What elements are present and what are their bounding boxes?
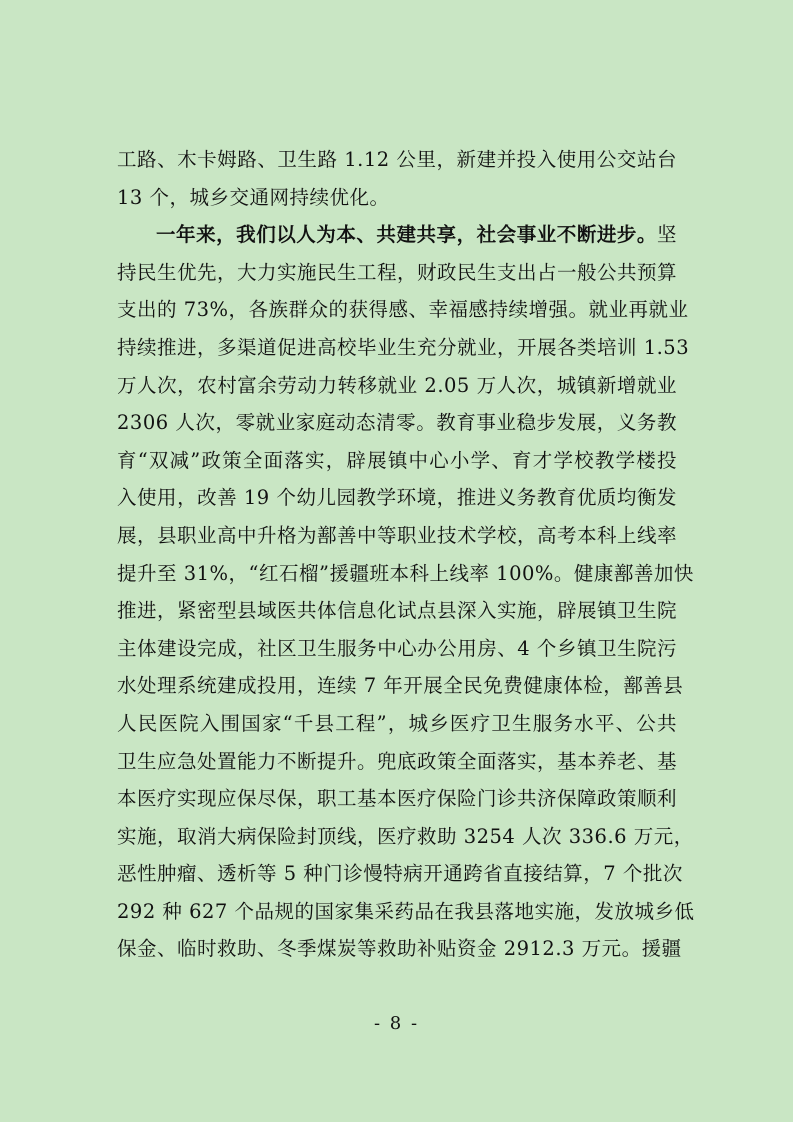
text-line: 入使用，改善 19 个幼儿园教学环境，推进义务教育优质均衡发	[117, 486, 677, 510]
text-line: 2306 人次，零就业家庭动态清零。教育事业稳步发展，义务教	[117, 411, 677, 435]
text-line: 实施，取消大病保险封顶线，医疗救助 3254 人次 336.6 万元，	[117, 824, 694, 848]
page-number: - 8 -	[373, 1013, 420, 1034]
paragraph-lead-line	[117, 216, 677, 254]
text-line: 水处理系统建成投用，连续 7 年开展全民免费健康体检，鄯善县	[117, 674, 684, 698]
text-line: 292 种 627 个品规的国家集采药品在我县落地实施，发放城乡低	[117, 899, 695, 923]
document-body	[117, 141, 695, 968]
text-line: 工路、木卡姆路、卫生路 1.12 公里，新建并投入使用公交站台	[117, 148, 677, 171]
text-line: 人民医院入围国家“千县工程”，城乡医疗卫生服务水平、公共	[117, 711, 677, 735]
text-span: 坚	[656, 223, 677, 247]
text-line: 卫生应急处置能力不断提升。兜底政策全面落实，基本养老、基	[117, 749, 678, 773]
text-line: 持续推进，多渠道促进高校毕业生充分就业，开展各类培训 1.53	[117, 335, 690, 359]
text-line: 支出的 73%，各族群众的获得感、幸福感持续增强。就业再就业	[117, 298, 689, 322]
text-line: 13 个，城乡交通网持续优化。	[117, 185, 390, 209]
text-line: 展，县职业高中升格为鄯善中等职业技术学校，高考本科上线率	[117, 523, 678, 547]
text-line: 提升至 31%，“红石榴”援疆班本科上线率 100%。健康鄯善加快	[117, 561, 694, 585]
text-line: 恶性肿瘤、透析等 5 种门诊慢特病开通跨省直接结算，7 个批次	[117, 862, 683, 886]
text-line: 保金、临时救助、冬季煤炭等救助补贴资金 2912.3 万元。援疆	[117, 937, 682, 961]
text-line: 万人次，农村富余劳动力转移就业 2.05 万人次，城镇新增就业	[117, 373, 677, 397]
text-line: 育“双减”政策全面落实，辟展镇中心小学、育才学校教学楼投	[117, 448, 677, 472]
text-line: 主体建设完成，社区卫生服务中心办公用房、4 个乡镇卫生院污	[117, 636, 677, 660]
text-line: 持民生优先，大力实施民生工程，财政民生支出占一般公共预算	[117, 260, 678, 284]
text-line: 推进，紧密型县域医共体信息化试点县深入实施，辟展镇卫生院	[117, 599, 678, 623]
text-line: 本医疗实现应保尽保，职工基本医疗保险门诊共济保障政策顺利	[117, 787, 678, 811]
bold-lead-sentence: 一年来，我们以人为本、共建共享，社会事业不断进步。	[156, 223, 657, 247]
